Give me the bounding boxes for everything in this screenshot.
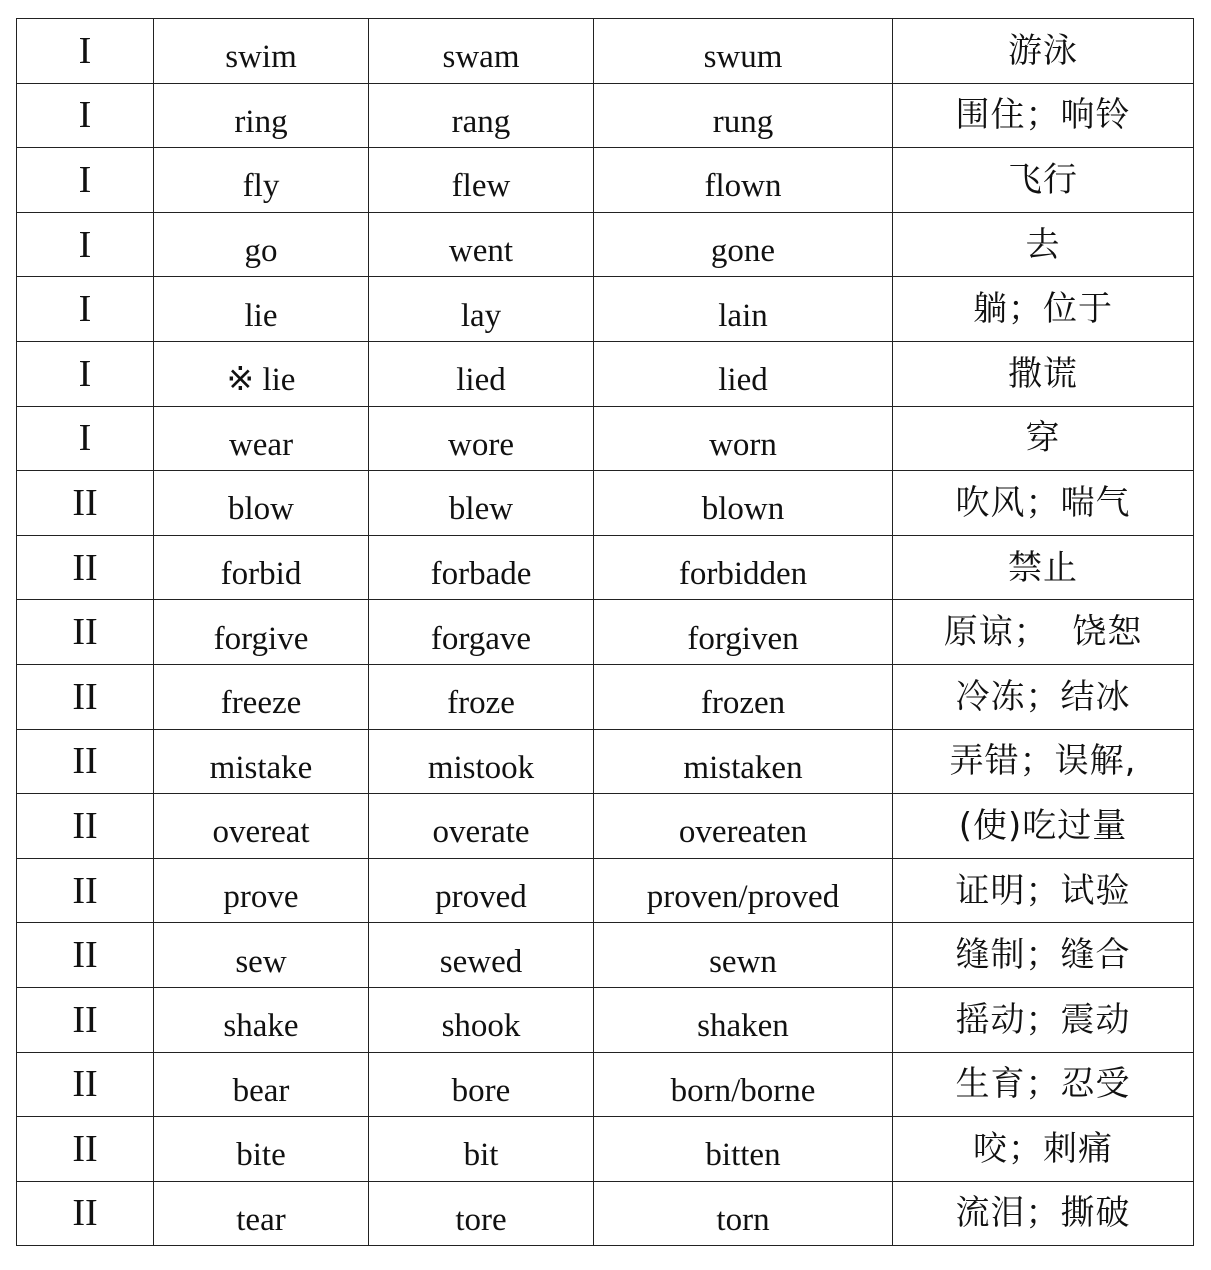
base-form-cell: go — [154, 212, 369, 277]
base-form-cell: forgive — [154, 600, 369, 665]
base-form-cell: freeze — [154, 664, 369, 729]
level-cell: II — [17, 535, 154, 600]
base-form-cell: blow — [154, 471, 369, 536]
meaning-cell: 游泳 — [893, 19, 1194, 84]
base-form-cell: swim — [154, 19, 369, 84]
table-row — [17, 471, 1194, 536]
level-cell: II — [17, 471, 154, 536]
base-form-cell: bear — [154, 1052, 369, 1117]
base-form-cell: ring — [154, 83, 369, 148]
past-participle-cell: overeaten — [594, 794, 893, 859]
past-tense-cell: overate — [369, 794, 594, 859]
meaning-cell: 穿 — [893, 406, 1194, 471]
table-row — [17, 923, 1194, 988]
past-participle-cell: frozen — [594, 664, 893, 729]
table-row — [17, 212, 1194, 277]
meaning-cell: 飞行 — [893, 148, 1194, 213]
table-row — [17, 600, 1194, 665]
base-form-cell: forbid — [154, 535, 369, 600]
meaning-cell: 躺；位于 — [893, 277, 1194, 342]
meaning-cell: 原谅； 饶恕 — [893, 600, 1194, 665]
meaning-cell: 去 — [893, 212, 1194, 277]
table-row — [17, 1181, 1194, 1246]
past-tense-cell: flew — [369, 148, 594, 213]
level-cell: II — [17, 923, 154, 988]
level-cell: I — [17, 83, 154, 148]
past-participle-cell: worn — [594, 406, 893, 471]
past-tense-cell: forbade — [369, 535, 594, 600]
past-participle-cell: blown — [594, 471, 893, 536]
level-cell: II — [17, 729, 154, 794]
past-tense-cell: sewed — [369, 923, 594, 988]
base-form-cell: mistake — [154, 729, 369, 794]
meaning-cell: 证明；试验 — [893, 858, 1194, 923]
past-participle-cell: swum — [594, 19, 893, 84]
level-cell: II — [17, 1117, 154, 1182]
past-participle-cell: shaken — [594, 987, 893, 1052]
past-participle-cell: rung — [594, 83, 893, 148]
meaning-cell: 撒谎 — [893, 341, 1194, 406]
level-cell: I — [17, 341, 154, 406]
past-participle-cell: mistaken — [594, 729, 893, 794]
level-cell: II — [17, 794, 154, 859]
past-tense-cell: froze — [369, 664, 594, 729]
table-row — [17, 794, 1194, 859]
table-row — [17, 729, 1194, 794]
past-tense-cell: swam — [369, 19, 594, 84]
past-tense-cell: bit — [369, 1117, 594, 1182]
base-form-cell: ※ lie — [154, 341, 369, 406]
base-form-cell: overeat — [154, 794, 369, 859]
past-participle-cell: sewn — [594, 923, 893, 988]
table-row — [17, 1052, 1194, 1117]
past-tense-cell: mistook — [369, 729, 594, 794]
past-participle-cell: gone — [594, 212, 893, 277]
level-cell: II — [17, 1181, 154, 1246]
base-form-cell: prove — [154, 858, 369, 923]
base-form-cell: wear — [154, 406, 369, 471]
table-row — [17, 341, 1194, 406]
level-cell: II — [17, 858, 154, 923]
base-form-cell: bite — [154, 1117, 369, 1182]
meaning-cell: 围住；响铃 — [893, 83, 1194, 148]
past-tense-cell: wore — [369, 406, 594, 471]
past-participle-cell: lied — [594, 341, 893, 406]
meaning-cell: (使)吃过量 — [893, 794, 1194, 859]
level-cell: II — [17, 600, 154, 665]
table-row — [17, 987, 1194, 1052]
past-tense-cell: rang — [369, 83, 594, 148]
past-tense-cell: bore — [369, 1052, 594, 1117]
meaning-cell: 流泪；撕破 — [893, 1181, 1194, 1246]
table-row — [17, 406, 1194, 471]
meaning-cell: 弄错；误解, — [893, 729, 1194, 794]
meaning-cell: 生育；忍受 — [893, 1052, 1194, 1117]
level-cell: I — [17, 277, 154, 342]
past-tense-cell: lay — [369, 277, 594, 342]
table-row — [17, 19, 1194, 84]
table-row — [17, 1117, 1194, 1182]
irregular-verbs-table — [16, 18, 1194, 1246]
table-row — [17, 858, 1194, 923]
meaning-cell: 禁止 — [893, 535, 1194, 600]
table-body — [17, 19, 1194, 1246]
level-cell: I — [17, 148, 154, 213]
meaning-cell: 咬；刺痛 — [893, 1117, 1194, 1182]
past-participle-cell: torn — [594, 1181, 893, 1246]
past-participle-cell: forgiven — [594, 600, 893, 665]
past-participle-cell: bitten — [594, 1117, 893, 1182]
meaning-cell: 缝制；缝合 — [893, 923, 1194, 988]
level-cell: I — [17, 19, 154, 84]
base-form-cell: fly — [154, 148, 369, 213]
base-form-cell: shake — [154, 987, 369, 1052]
past-tense-cell: went — [369, 212, 594, 277]
past-tense-cell: shook — [369, 987, 594, 1052]
table-row — [17, 148, 1194, 213]
level-cell: I — [17, 406, 154, 471]
past-tense-cell: proved — [369, 858, 594, 923]
base-form-cell: lie — [154, 277, 369, 342]
table-row — [17, 83, 1194, 148]
meaning-cell: 吹风；喘气 — [893, 471, 1194, 536]
level-cell: II — [17, 987, 154, 1052]
past-participle-cell: born/borne — [594, 1052, 893, 1117]
table-row — [17, 277, 1194, 342]
table-row — [17, 535, 1194, 600]
past-tense-cell: lied — [369, 341, 594, 406]
past-tense-cell: tore — [369, 1181, 594, 1246]
meaning-cell: 冷冻；结冰 — [893, 664, 1194, 729]
base-form-cell: sew — [154, 923, 369, 988]
level-cell: II — [17, 664, 154, 729]
meaning-cell: 摇动；震动 — [893, 987, 1194, 1052]
past-tense-cell: blew — [369, 471, 594, 536]
level-cell: II — [17, 1052, 154, 1117]
table-row — [17, 664, 1194, 729]
level-cell: I — [17, 212, 154, 277]
past-participle-cell: flown — [594, 148, 893, 213]
past-participle-cell: proven/proved — [594, 858, 893, 923]
base-form-cell: tear — [154, 1181, 369, 1246]
past-participle-cell: lain — [594, 277, 893, 342]
past-tense-cell: forgave — [369, 600, 594, 665]
past-participle-cell: forbidden — [594, 535, 893, 600]
